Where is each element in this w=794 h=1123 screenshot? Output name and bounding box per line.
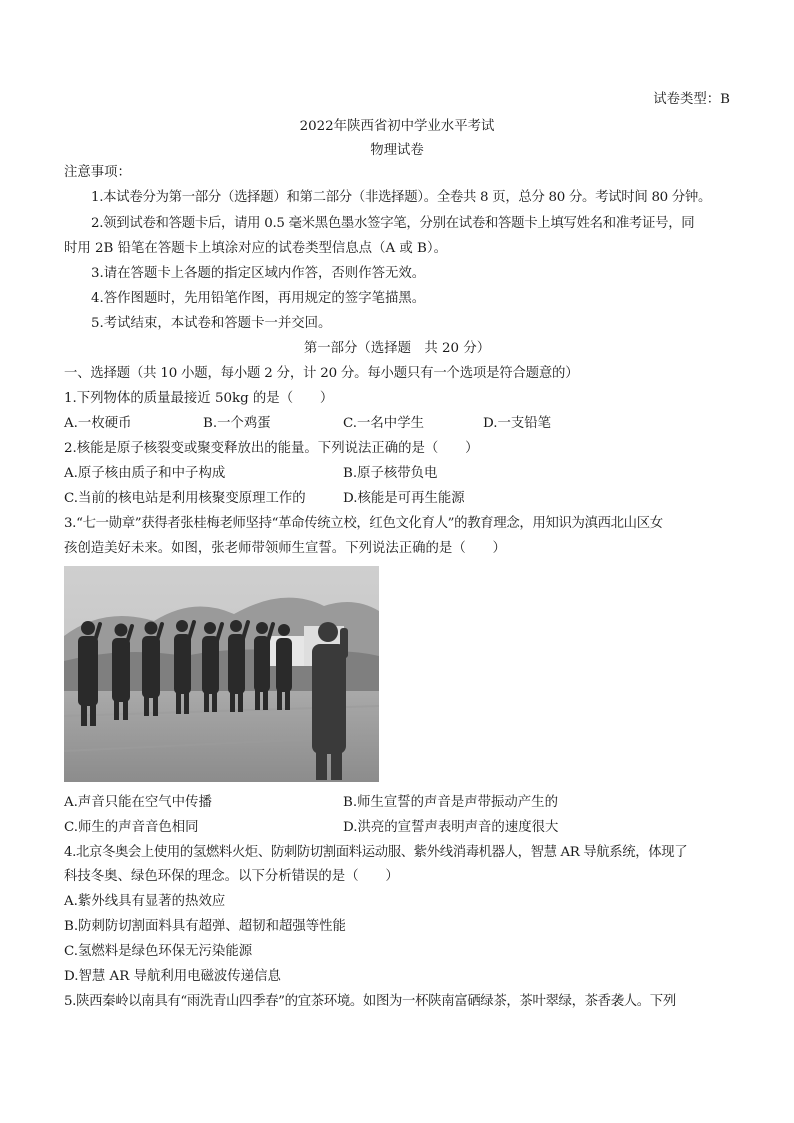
question-1-option-b: B.一个鸡蛋 (203, 416, 271, 431)
note-item: 时用 2B 铅笔在答题卡上填涂对应的试卷类型信息点（A 或 B）。 (64, 241, 447, 256)
note-item: 4.答作图题时，先用铅笔作图，再用规定的签字笔描黑。 (91, 291, 426, 306)
question-4-stem: 科技冬奥、绿色环保的理念。以下分析错误的是（ ） (64, 869, 399, 884)
note-item: 1.本试卷分为第一部分（选择题）和第二部分（非选择题）。全卷共 8 页，总分 80 分。考试时间 80 分钟。 (91, 190, 712, 205)
notes-heading: 注意事项： (64, 165, 131, 180)
question-1-stem: 1.下列物体的质量最接近 50kg 的是（ ） (64, 391, 334, 406)
question-3-option-b: B.师生宣誓的声音是声带振动产生的 (343, 795, 558, 810)
question-2-option-b: B.原子核带负电 (343, 466, 438, 481)
question-2-stem: 2.核能是原子核裂变或聚变释放出的能量。下列说法正确的是（ ） (64, 441, 479, 456)
note-item: 3.请在答题卡上各题的指定区域内作答，否则作答无效。 (91, 266, 426, 281)
part-one-title: 第一部分（选择题 共 20 分） (303, 341, 491, 356)
question-1-option-c: C.一名中学生 (343, 416, 424, 431)
subject-title: 物理试卷 (370, 143, 424, 158)
question-5-stem: 5.陕西秦岭以南具有“雨洗青山四季春”的宜茶环境。如图为一杯陕南富硒绿茶，茶叶翠绿，茶香袭人。下列 (64, 994, 676, 1009)
question-1-option-d: D.一支铅笔 (483, 416, 552, 431)
note-item: 5.考试结束，本试卷和答题卡一并交回。 (91, 316, 332, 331)
question-2-option-a: A.原子核由质子和中子构成 (64, 466, 226, 481)
question-4-option-b: B.防刺防切割面料具有超弹、超韧和超强等性能 (64, 919, 346, 934)
question-4-stem: 4.北京冬奥会上使用的氢燃料火炬、防刺防切割面料运动服、紫外线消毒机器人，智慧 AR 导航系统，体现了 (64, 845, 688, 860)
question-4-option-c: C.氢燃料是绿色环保无污染能源 (64, 944, 253, 959)
question-3-option-a: A.声音只能在空气中传播 (64, 795, 212, 810)
oath-ceremony-photo (64, 566, 379, 782)
note-item: 2.领到试卷和答题卡后，请用 0.5 毫米黑色墨水签字笔，分别在试卷和答题卡上填写姓名和准考证号，同 (91, 216, 695, 231)
question-4-option-a: A.紫外线具有显著的热效应 (64, 894, 226, 909)
question-3-option-c: C.师生的声音音色相同 (64, 820, 199, 835)
section-one-title: 一、选择题（共 10 小题，每小题 2 分，计 20 分。每小题只有一个选项是符合题意的） (64, 366, 579, 381)
question-2-option-d: D.核能是可再生能源 (343, 491, 465, 506)
question-4-option-d: D.智慧 AR 导航利用电磁波传递信息 (64, 969, 281, 984)
question-3-stem: 孩创造美好未来。如图，张老师带领师生宣誓。下列说法正确的是（ ） (64, 541, 506, 556)
question-3-option-d: D.洪亮的宣誓声表明声音的速度很大 (343, 820, 559, 835)
question-2-option-c: C.当前的核电站是利用核聚变原理工作的 (64, 491, 306, 506)
exam-title: 2022年陕西省初中学业水平考试 (299, 119, 495, 134)
question-3-stem: 3.“七一勋章”获得者张桂梅老师坚持“革命传统立校，红色文化育人”的教育理念，用知识为滇西北山区女 (64, 516, 663, 531)
paper-type-label: 试卷类型：B (653, 92, 730, 107)
question-1-option-a: A.一枚硬币 (64, 416, 132, 431)
